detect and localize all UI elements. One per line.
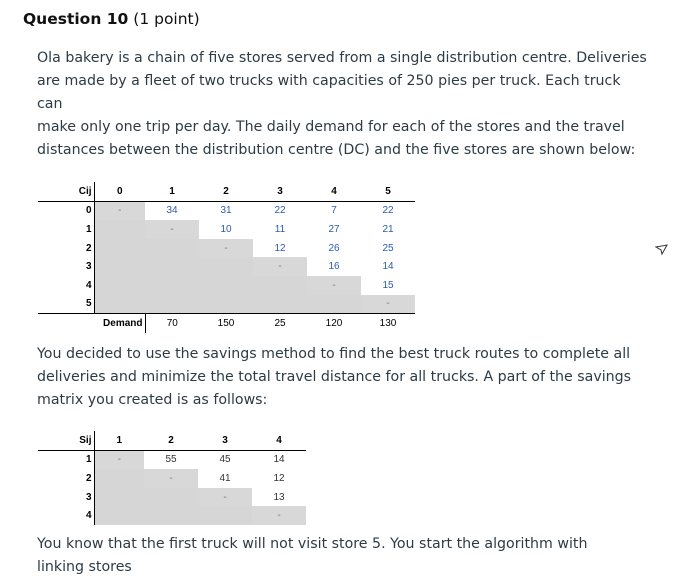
- final-line: linking stores: [37, 559, 132, 575]
- question-number: Question 10: [23, 10, 129, 28]
- savings-cell: [198, 506, 252, 525]
- distance-cell: [199, 295, 253, 314]
- savings-corner: Sij: [38, 431, 94, 450]
- savings-row-header: 1: [38, 450, 94, 469]
- demand-value: 25: [253, 314, 307, 333]
- intro-line: are made by a fleet of two trucks with capacities of 250 pies per truck. Each truck: [37, 73, 621, 89]
- distance-col-header: 3: [253, 182, 307, 201]
- middle-line: matrix you created is as follows:: [37, 392, 268, 408]
- distance-col-header: 1: [145, 182, 199, 201]
- distance-cell: 16: [328, 261, 340, 273]
- savings-row-header: 2: [38, 469, 94, 488]
- savings-cell: [94, 506, 144, 525]
- savings-header-row: [38, 431, 306, 450]
- savings-cell: 12: [273, 472, 285, 484]
- intro-paragraph: [37, 47, 657, 162]
- savings-row: [38, 506, 306, 525]
- savings-row: [38, 450, 306, 469]
- final-paragraph: [37, 533, 657, 579]
- mouse-cursor-icon: [655, 244, 669, 256]
- distance-cell: 27: [328, 223, 340, 235]
- savings-cell: -: [94, 450, 144, 469]
- distance-cell: [94, 276, 145, 295]
- savings-col-header: 2: [144, 431, 198, 450]
- distance-cell: -: [253, 257, 307, 276]
- distance-cell: [94, 257, 145, 276]
- distance-cell: [307, 295, 361, 314]
- middle-line: deliveries and minimize the total travel distance for all trucks. A part of the savings: [37, 369, 632, 385]
- distance-cell: 25: [382, 242, 394, 254]
- intro-line: can: [37, 96, 63, 112]
- distance-row-header: 1: [38, 220, 94, 239]
- demand-value: 150: [199, 314, 253, 333]
- savings-cell: 13: [273, 491, 285, 503]
- savings-col-header: 4: [252, 431, 306, 450]
- savings-cell: 45: [219, 454, 231, 466]
- intro-line: make only one trip per day. The daily demand for each of the stores and the travel: [37, 119, 625, 135]
- distance-cell: [94, 295, 145, 314]
- distance-cell: [145, 295, 199, 314]
- distance-cell: -: [361, 295, 415, 314]
- distance-row-header: 2: [38, 239, 94, 258]
- demand-value: 70: [145, 314, 199, 333]
- savings-cell: [94, 488, 144, 507]
- savings-row-header: 3: [38, 488, 94, 507]
- question-title: [23, 10, 200, 28]
- distance-cell: -: [307, 276, 361, 295]
- savings-row: [38, 488, 306, 507]
- intro-line: distances between the distribution centre (DC) and the five stores are shown below:: [37, 142, 636, 158]
- distance-header-row: [38, 182, 415, 201]
- distance-col-header: 4: [307, 182, 361, 201]
- distance-cell: [253, 295, 307, 314]
- distance-cell: 31: [220, 205, 232, 217]
- savings-cell: -: [252, 506, 306, 525]
- distance-cell: 10: [220, 223, 232, 235]
- intro-line: Ola bakery is a chain of five stores served from a single distribution centre. Deliveries: [37, 50, 647, 66]
- distance-cell: 7: [331, 205, 337, 217]
- distance-cell: 34: [166, 205, 178, 217]
- distance-row: [38, 257, 415, 276]
- distance-col-header: 5: [361, 182, 415, 201]
- savings-cell: 41: [219, 472, 231, 484]
- distance-cell: [94, 239, 145, 258]
- middle-paragraph: [37, 343, 657, 412]
- distance-cell: [145, 276, 199, 295]
- distance-cell: 21: [382, 223, 394, 235]
- distance-cell: 22: [274, 205, 286, 217]
- savings-col-header: 1: [94, 431, 144, 450]
- distance-row: [38, 201, 415, 220]
- distance-cell: [199, 257, 253, 276]
- distance-cell: [253, 276, 307, 295]
- distance-table: [38, 182, 415, 333]
- final-line: You know that the first truck will not visit store 5. You start the algorithm with: [37, 536, 588, 552]
- distance-row: [38, 295, 415, 314]
- distance-cell: 14: [382, 261, 394, 273]
- question-points: (1 point): [133, 10, 200, 28]
- savings-cell: 14: [273, 454, 285, 466]
- demand-value: 120: [307, 314, 361, 333]
- distance-row-header: 5: [38, 295, 94, 314]
- distance-col-header: 0: [94, 182, 145, 201]
- distance-col-header: 2: [199, 182, 253, 201]
- savings-col-header: 3: [198, 431, 252, 450]
- middle-line: You decided to use the savings method to find the best truck routes to complete all: [37, 346, 631, 362]
- distance-row-header: 3: [38, 257, 94, 276]
- distance-cell: -: [94, 201, 145, 220]
- demand-value: 130: [361, 314, 415, 333]
- savings-cell: [144, 506, 198, 525]
- savings-cell: [94, 469, 144, 488]
- distance-row: [38, 239, 415, 258]
- distance-cell: 26: [328, 242, 340, 254]
- savings-cell: 55: [165, 454, 177, 466]
- distance-cell: [94, 220, 145, 239]
- distance-cell: 11: [274, 223, 286, 235]
- savings-table: [38, 431, 306, 525]
- distance-row: [38, 220, 415, 239]
- distance-cell: 22: [382, 205, 394, 217]
- savings-cell: [144, 488, 198, 507]
- savings-cell: -: [144, 469, 198, 488]
- savings-cell: -: [198, 488, 252, 507]
- savings-row: [38, 469, 306, 488]
- distance-cell: 15: [382, 279, 394, 291]
- demand-label: Demand: [38, 314, 145, 333]
- savings-row-header: 4: [38, 506, 94, 525]
- distance-cell: -: [199, 239, 253, 258]
- distance-corner: Cij: [38, 182, 94, 201]
- distance-row: [38, 276, 415, 295]
- distance-cell: [145, 239, 199, 258]
- distance-cell: 12: [274, 242, 286, 254]
- distance-cell: [145, 257, 199, 276]
- distance-row-header: 0: [38, 201, 94, 220]
- demand-row: [38, 314, 415, 333]
- distance-row-header: 4: [38, 276, 94, 295]
- distance-cell: -: [145, 220, 199, 239]
- distance-cell: [199, 276, 253, 295]
